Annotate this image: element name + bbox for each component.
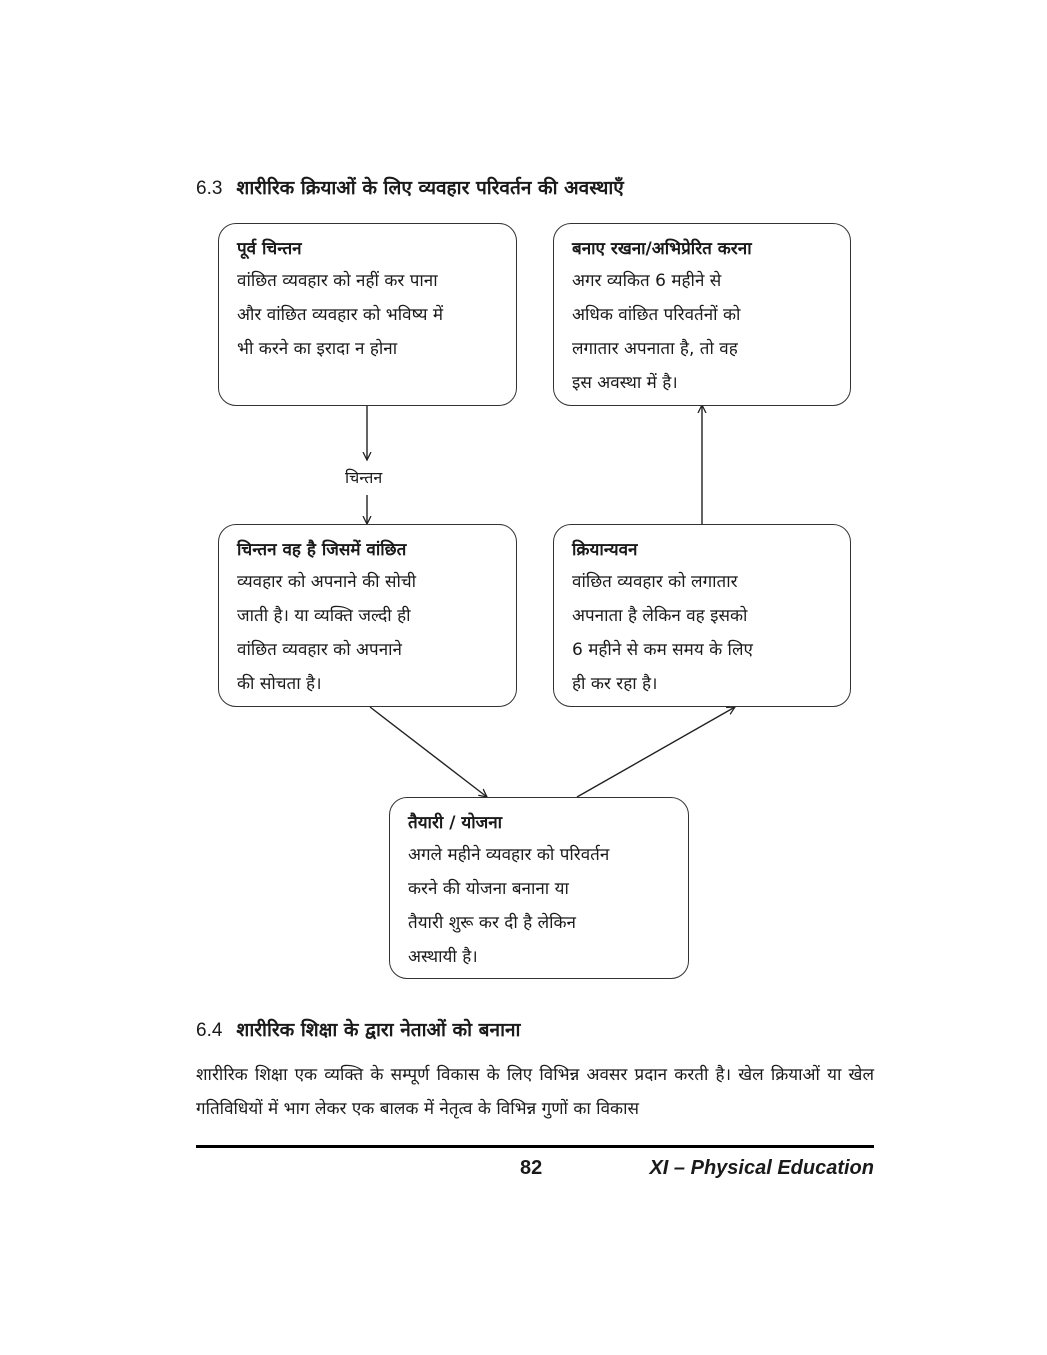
book-title: XI – Physical Education: [649, 1157, 874, 1179]
footer-rule: [196, 1145, 874, 1148]
box-title: बनाए रखना/अभिप्रेरित करना: [572, 239, 752, 259]
box-precontemplation: [218, 223, 517, 406]
section-6-4-heading: [196, 1016, 520, 1042]
section-title: शारीरिक क्रियाओं के लिए व्यवहार परिवर्तन की अवस्थाएँ: [236, 177, 624, 199]
body-paragraph: शारीरिक शिक्षा एक व्यक्ति के सम्पूर्ण विकास के लिए विभिन्न अवसर प्रदान करती है। खेल क्रियाओं या खेल गतिविधियों में भाग लेकर एक बालक में नेतृत्व के विभिन्न गुणों का विकास: [196, 1065, 874, 1119]
page-number: 82: [520, 1157, 543, 1179]
box-preparation: [389, 797, 689, 979]
box-title: तैयारी / योजना: [408, 813, 503, 833]
section-number: 6.3: [196, 178, 223, 199]
box-body: अगले महीने व्यवहार को परिवर्तन करने की योजना बनाना या तैयारी शुरू कर दी है लेकिन अस्थायी है।: [408, 845, 610, 967]
box-body: व्यवहार को अपनाने की सोची जाती है। या व्यक्ति जल्दी ही वांछित व्यवहार को अपनाने की सोचता है।: [237, 572, 417, 694]
section-number: 6.4: [196, 1020, 223, 1041]
box-maintenance: [553, 223, 851, 406]
box-body: अगर व्यकित 6 महीने से अधिक वांछित परिवर्तनों को लगातार अपनाता है, तो वह इस अवस्था में है।: [572, 271, 741, 393]
connector-label: चिन्तन: [345, 468, 383, 487]
box-title: क्रियान्यवन: [572, 540, 638, 560]
box-action: [553, 524, 851, 707]
box-body: वांछित व्यवहार को नहीं कर पाना और वांछित व्यवहार को भविष्य में भी करने का इरादा न होना: [237, 271, 444, 359]
arrow-preparation-to-action: [577, 707, 735, 797]
arrow-contemplation-to-preparation: [370, 707, 487, 797]
box-title: पूर्व चिन्तन: [237, 239, 302, 259]
box-title: चिन्तन वह है जिसमें वांछित: [237, 540, 407, 560]
section-title: शारीरिक शिक्षा के द्वारा नेताओं को बनाना: [236, 1019, 521, 1041]
box-contemplation: [218, 524, 517, 707]
box-body: वांछित व्यवहार को लगातार अपनाता है लेकिन वह इसको 6 महीने से कम समय के लिए ही कर रहा है।: [572, 572, 753, 694]
